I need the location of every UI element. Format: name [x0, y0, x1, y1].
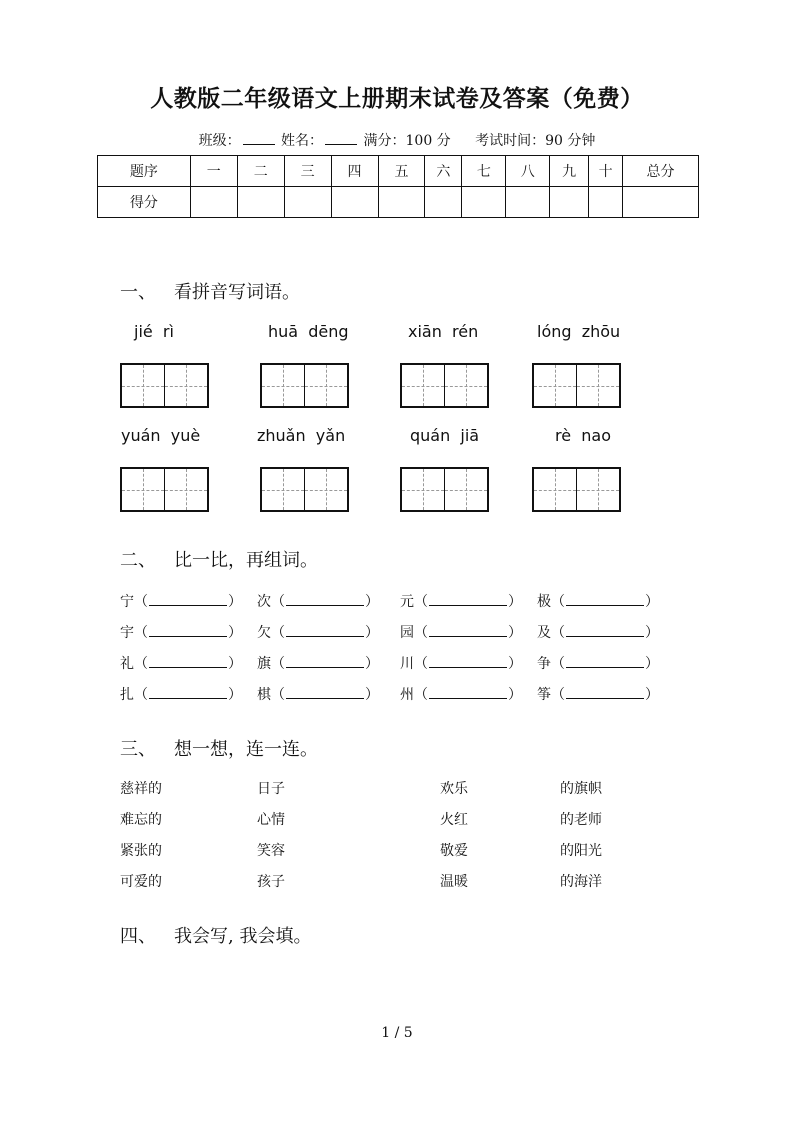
- compare-char: 筝: [537, 687, 551, 703]
- table-header-cell: 十: [589, 156, 623, 187]
- table-header-cell: 三: [284, 156, 331, 187]
- score-cell[interactable]: [623, 187, 699, 218]
- score-table-header-row: [98, 156, 699, 187]
- page-title: 人教版二年级语文上册期末试卷及答案（免费）: [150, 85, 644, 112]
- compare-item[interactable]: 宁（ ）: [120, 594, 242, 610]
- score-table-score-row: [98, 187, 699, 218]
- match-word[interactable]: 笑容: [257, 843, 285, 859]
- pinyin-label: lóng zhōu: [537, 322, 621, 341]
- compare-item[interactable]: 次（ ）: [257, 594, 379, 610]
- match-word[interactable]: 敬爱: [440, 843, 468, 859]
- score-cell[interactable]: [462, 187, 506, 218]
- pinyin-label: rè nao: [555, 426, 611, 445]
- writing-grid[interactable]: [400, 363, 489, 408]
- exam-time: 考试时间：90 分钟: [475, 133, 596, 149]
- pinyin-label: xiān rén: [408, 322, 479, 341]
- match-word[interactable]: 的阳光: [560, 843, 602, 859]
- section-3-heading: [120, 735, 318, 761]
- compare-char: 欠: [257, 625, 271, 641]
- match-word[interactable]: 孩子: [257, 874, 285, 890]
- score-cell[interactable]: [331, 187, 378, 218]
- writing-grid[interactable]: [260, 467, 349, 512]
- name-blank[interactable]: [325, 132, 357, 145]
- exam-meta: [0, 130, 794, 150]
- match-word[interactable]: 温暖: [440, 874, 468, 890]
- compare-char: 元: [400, 594, 414, 610]
- section-number: 一、: [120, 282, 156, 303]
- table-header-cell: 五: [378, 156, 425, 187]
- match-word[interactable]: 日子: [257, 781, 285, 797]
- match-word[interactable]: 难忘的: [120, 812, 162, 828]
- compare-char: 园: [400, 625, 414, 641]
- compare-item[interactable]: 州（ ）: [400, 687, 522, 703]
- match-word[interactable]: 欢乐: [440, 781, 468, 797]
- section-number: 四、: [120, 926, 156, 947]
- class-label: 班级：: [198, 133, 241, 149]
- page-number: 1 / 5: [381, 1025, 413, 1041]
- match-word[interactable]: 的海洋: [560, 874, 602, 890]
- compare-char: 州: [400, 687, 414, 703]
- compare-char: 极: [537, 594, 551, 610]
- section-title: 想一想，连一连。: [174, 739, 318, 760]
- compare-char: 礼: [120, 656, 134, 672]
- match-word[interactable]: 可爱的: [120, 874, 162, 890]
- table-header-cell: 总分: [623, 156, 699, 187]
- score-cell[interactable]: [284, 187, 331, 218]
- compare-char: 旗: [257, 656, 271, 672]
- section-number: 二、: [120, 550, 156, 571]
- pinyin-label: jié rì: [134, 322, 174, 341]
- match-word[interactable]: 慈祥的: [120, 781, 162, 797]
- match-word[interactable]: 心情: [257, 812, 285, 828]
- writing-grid[interactable]: [260, 363, 349, 408]
- match-word[interactable]: 火红: [440, 812, 468, 828]
- compare-char: 扎: [120, 687, 134, 703]
- compare-char: 及: [537, 625, 551, 641]
- pinyin-label: quán jiā: [410, 426, 480, 445]
- compare-item[interactable]: 扎（ ）: [120, 687, 242, 703]
- compare-char: 宁: [120, 594, 134, 610]
- table-header-cell: 八: [506, 156, 550, 187]
- compare-char: 争: [537, 656, 551, 672]
- compare-item[interactable]: 元（ ）: [400, 594, 522, 610]
- table-header-cell: 九: [550, 156, 589, 187]
- section-4-heading: [120, 922, 311, 948]
- table-header-cell: 题序: [98, 156, 191, 187]
- compare-char: 宇: [120, 625, 134, 641]
- score-cell[interactable]: [506, 187, 550, 218]
- compare-item[interactable]: 极（ ）: [537, 594, 659, 610]
- compare-char: 棋: [257, 687, 271, 703]
- match-word[interactable]: 的旗帜: [560, 781, 602, 797]
- match-word[interactable]: 的老师: [560, 812, 602, 828]
- compare-item[interactable]: 旗（ ）: [257, 656, 379, 672]
- writing-grid[interactable]: [532, 363, 621, 408]
- score-row-label: 得分: [98, 187, 191, 218]
- section-title: 我会写, 我会填。: [174, 926, 312, 947]
- name-label: 姓名：: [281, 133, 324, 149]
- compare-item[interactable]: 及（ ）: [537, 625, 659, 641]
- table-header-cell: 二: [237, 156, 284, 187]
- section-title: 比一比，再组词。: [174, 550, 318, 571]
- compare-item[interactable]: 筝（ ）: [537, 687, 659, 703]
- section-2-heading: [120, 546, 318, 572]
- section-1-heading: [120, 278, 300, 304]
- writing-grid[interactable]: [532, 467, 621, 512]
- pinyin-label: zhuǎn yǎn: [257, 426, 346, 445]
- table-header-cell: 六: [425, 156, 462, 187]
- match-word[interactable]: 紧张的: [120, 843, 162, 859]
- compare-item[interactable]: 棋（ ）: [257, 687, 379, 703]
- score-cell[interactable]: [550, 187, 589, 218]
- writing-grid[interactable]: [120, 363, 209, 408]
- compare-item[interactable]: 园（ ）: [400, 625, 522, 641]
- score-cell[interactable]: [589, 187, 623, 218]
- score-cell[interactable]: [237, 187, 284, 218]
- score-cell[interactable]: [190, 187, 237, 218]
- score-cell[interactable]: [425, 187, 462, 218]
- compare-item[interactable]: 川（ ）: [400, 656, 522, 672]
- compare-char: 川: [400, 656, 414, 672]
- table-header-cell: 四: [331, 156, 378, 187]
- full-score: 满分：100 分: [363, 133, 451, 149]
- table-header-cell: 一: [190, 156, 237, 187]
- compare-item[interactable]: 宇（ ）: [120, 625, 242, 641]
- score-table: [97, 155, 699, 218]
- score-cell[interactable]: [378, 187, 425, 218]
- section-title: 看拼音写词语。: [174, 282, 300, 303]
- table-header-cell: 七: [462, 156, 506, 187]
- compare-item[interactable]: 礼（ ）: [120, 656, 242, 672]
- compare-item[interactable]: 欠（ ）: [257, 625, 379, 641]
- section-number: 三、: [120, 739, 156, 760]
- compare-char: 次: [257, 594, 271, 610]
- pinyin-label: huā dēng: [268, 322, 349, 341]
- class-blank[interactable]: [243, 132, 275, 145]
- writing-grid[interactable]: [400, 467, 489, 512]
- compare-item[interactable]: 争（ ）: [537, 656, 659, 672]
- pinyin-label: yuán yuè: [121, 426, 201, 445]
- writing-grid[interactable]: [120, 467, 209, 512]
